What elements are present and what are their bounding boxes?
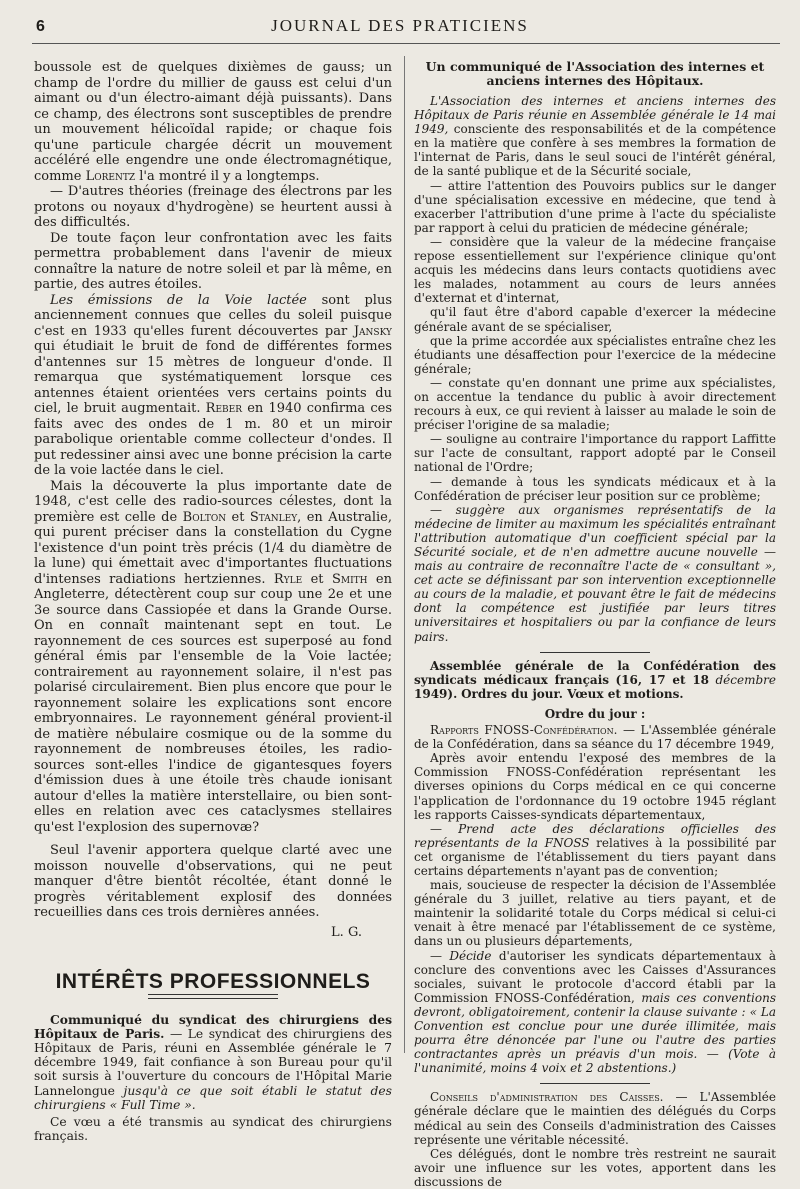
section-rule <box>148 994 278 999</box>
paragraph: Ces délégués, dont le nombre très restreint ne saurait avoir une influence sur les votes, apportent dans les discussions de <box>414 1146 776 1189</box>
article-heading: Un communiqué de l'Association des internes et anciens internes des Hôpitaux. <box>425 59 765 88</box>
header-rule <box>32 43 780 44</box>
paragraph: — constate qu'en donnant une prime aux spécialistes, on accentue la tendance du public à avoir directement recours à eux, ce qui revient à laisser au malade le soin de préciser l'origine de sa maladie; <box>414 375 776 433</box>
paragraph: Mais la découverte la plus importante date de 1948, c'est celle des radio-sources célestes, dont la première est celle de Bolton et Stanley, en Australie, qui purent préciser dans la constellation du Cygne l'existence d'un point très précis (1/4 du diamètre de la lune) qui émettait avec d'importantes fluctuations d'intenses radiations hertziennes. Ryle et Smith en Angleterre, détectèrent coup sur coup une 2e et une 3e source dans Cassiopée et dans la Grande Ourse. On en connaît maintenant sept en tout. Le rayonnement de ces sources est superposé au fond général émis par l'ensemble de la Voie lactée; contrairement au rayonnement solaire, il n'est pas polarisé circulairement. Bien plus encore que pour le rayonnement solaire les explications sont encore embryonnaires. Le rayonnement général provient-il de matière nébulaire cosmique ou de la somme du rayonnement de nombreuses étoiles, les radio-sources sont-elles l'indice de gigantesques foyers d'émission dues à une étoile très chaude ionisant autour d'elles la matière interstellaire, ou bien sont-elles en relation avec ces cataclysmes stellaires qu'est l'explosion des supernovæ? <box>34 478 392 835</box>
right-column <box>414 60 776 1189</box>
paragraph: — Prend acte des déclarations officielles des représentants de la FNOSS relatives à la possibilité par cet organisme de l'établissement du tiers payant dans certains départements n'ayant pas de convention; <box>414 821 776 878</box>
article-heading: Communiqué du syndicat des chirurgiens des Hôpitaux de Paris. <box>34 1011 392 1041</box>
paragraph: Après avoir entendu l'exposé des membres de la Commission FNOSS-Confédération représentant les diverses opinions du Corps médical en ce qui concerne l'application de l'ordonnance du 19 octobre 1945 réglant les rapports Caisses-syndicats départementaux, <box>414 751 776 822</box>
paragraph: que la prime accordée aux spécialistes entraîne chez les étudiants une désaffection pour l'exercice de la médecine générale; <box>414 333 776 376</box>
person-name: Reber <box>205 401 242 416</box>
paragraph: Les émissions de la Voie lactée sont plus anciennement connues que celles du soleil puisque c'est en 1933 qu'elles furent découvertes par Jansky qui étudiait le bruit de fond de différentes formes d'antennes sur 15 mètres de longueur d'onde. Il remarqua que systématiquement lorsque ces antennes étaient orientées vers certains points du ciel, le bruit augmentait. Reber en 1940 confirma ces faits avec des ondes de 1 m. 80 et un miroir parabolique orientable comme collecteur d'ondes. Il put redessiner ainsi avec une bonne précision la carte de la voie lactée dans le ciel. <box>34 292 393 478</box>
section-title: INTÉRÊTS PROFESSIONNELS <box>55 970 371 993</box>
paragraph: — suggère aux organismes représentatifs de la médecine de limiter au maximum les spécialités entraînant l'attribution automatique d'un coefficient spécial par la Sécurité sociale, et de n'en admettre aucune nouvelle — mais au contraire de reconnaître l'acte de « consultant », cet acte se définissant par son intervention exceptionnelle au cours de la maladie, et pouvant être le fait de médecins dont la compétence est justifiée par leurs titres universitaires et hospitaliers ou par la confiance de leurs pairs. <box>414 502 776 644</box>
page-number: 6 <box>36 18 45 35</box>
subheading: Ordre du jour : <box>544 706 646 721</box>
paragraph: boussole est de quelques dixièmes de gauss; un champ de l'ordre du millier de gauss est celui d'un aimant ou d'un électro-aimant déjà puissants). Dans ce champ, des électrons sont susceptibles de prendre un mouvement hélicoïdal rapide; or chaque fois qu'une particule chargée décrit un mouvement accéléré elle engendre une onde électromagnétique, comme Lorentz l'a montré il y a longtemps. <box>34 60 392 184</box>
separator-rule <box>540 1083 650 1084</box>
person-name: Bolton <box>182 509 227 525</box>
paragraph: Rapports FNOSS-Confédération. — L'Assemblée générale de la Confédération, dans sa séance du 17 décembre 1949, <box>414 723 776 752</box>
separator-rule <box>540 652 650 653</box>
person-name: Lorentz <box>85 168 136 184</box>
paragraph: Ce vœu a été transmis au syndicat des chirurgiens français. <box>34 1114 392 1144</box>
left-column <box>34 60 392 1143</box>
column-divider <box>404 56 405 1053</box>
author-signature: L. G. <box>331 924 362 940</box>
person-name: Stanley <box>249 509 298 525</box>
italic-phrase: Les émissions de la Voie lactée <box>50 292 307 308</box>
paragraph: mais, soucieuse de respecter la décision de l'Assemblée générale du 3 juillet, relative au tiers payant, et de maintenir la solidarité totale du Corps médical si celui-ci venait à être menacé par l'établissement de ce système, dans un ou plusieurs départements, <box>414 878 776 949</box>
paragraph: qu'il faut être d'abord capable d'exercer la médecine générale avant de se spécialiser, <box>414 305 776 334</box>
paragraph: De toute façon leur confrontation avec les faits permettra probablement dans l'avenir de mieux connaître la nature de notre soleil et par là même, en partie, des autres étoiles. <box>34 230 392 292</box>
paragraph: Conseils d'administration des Caisses. — L'Assemblée générale déclare que le maintien des délégués du Corps médical au sein des Conseils d'administration des Caisses représente une véritable nécessité. <box>414 1090 776 1147</box>
paragraph: — considère que la valeur de la médecine française repose essentiellement sur l'expérience clinique qu'ont acquis les médecins dans leurs contacts quotidiens avec les malades, notamment au cours de leurs années d'externat et d'internat, <box>414 234 776 306</box>
article-heading: Assemblée générale de la Confédération des syndicats médicaux français (16, 17 et 18 décembre 1949). Ordres du jour. Vœux et motions. <box>414 658 776 701</box>
paragraph: — souligne au contraire l'importance du rapport Laffitte sur l'acte de consultant, rapport adopté par le Conseil national de l'Ordre; <box>414 432 776 475</box>
paragraph: — Décide d'autoriser les syndicats départementaux à conclure des conventions avec les Caisses d'Assurances sociales, suivant le protocole d'accord établi par la Commission FNOSS-Confédération, mais ces conventions devront, obligatoirement, contenir la clause suivante : « La Convention est conclue pour une durée illimitée, mais pourra être dénoncée par l'une ou l'autre des parties contractantes après un préavis d'un mois. — (Vote à l'unanimité, moins 4 voix et 2 abstentions.) <box>414 948 776 1076</box>
journal-title: JOURNAL DES PRATICIENS <box>271 16 529 35</box>
person-name: Ryle <box>273 571 303 587</box>
paragraph: — attire l'attention des Pouvoirs publics sur le danger d'une spécialisation excessive en médecine, que tend à exacerber l'attribution d'une prime à l'acte du spécialiste par rapport à celui du praticien de médecine générale; <box>414 178 776 235</box>
page-header <box>0 0 800 44</box>
paragraph: L'Association des internes et anciens internes des Hôpitaux de Paris réunie en Assemblée générale le 14 mai 1949, consciente des responsabilités et de la compétence en la matière que confère à ses membres la formation de l'internat de Paris, dans le seul souci de l'intérêt général, de la santé publique et de la Sécurité sociale, <box>414 94 776 179</box>
person-name: Smith <box>331 571 368 587</box>
person-name: Jansky <box>353 323 392 339</box>
paragraph: Communiqué du syndicat des chirurgiens des Hôpitaux de Paris. — Le syndicat des chirurgiens des Hôpitaux de Paris, réuni en Assemblée générale le 7 décembre 1949, fait confiance à son Bureau pour qu'il soit sursis à l'ouverture du concours de l'Hôpital Marie Lannelongue jusqu'à ce que soit établi le statut des chirurgiens « Full Time ». <box>34 1011 393 1112</box>
paragraph: Seul l'avenir apportera quelque clarté avec une moisson nouvelle d'observations, qui ne peut manquer d'être bientôt récoltée, étant donné le progrès véritablement explosif des données recueillies dans ces trois dernières années. <box>34 843 392 920</box>
paragraph: — D'autres théories (freinage des électrons par les protons ou noyaux d'hydrogène) se heurtent aussi à des difficultés. <box>34 184 392 230</box>
paragraph: — demande à tous les syndicats médicaux et à la Confédération de préciser leur position sur ce problème; <box>414 474 776 503</box>
